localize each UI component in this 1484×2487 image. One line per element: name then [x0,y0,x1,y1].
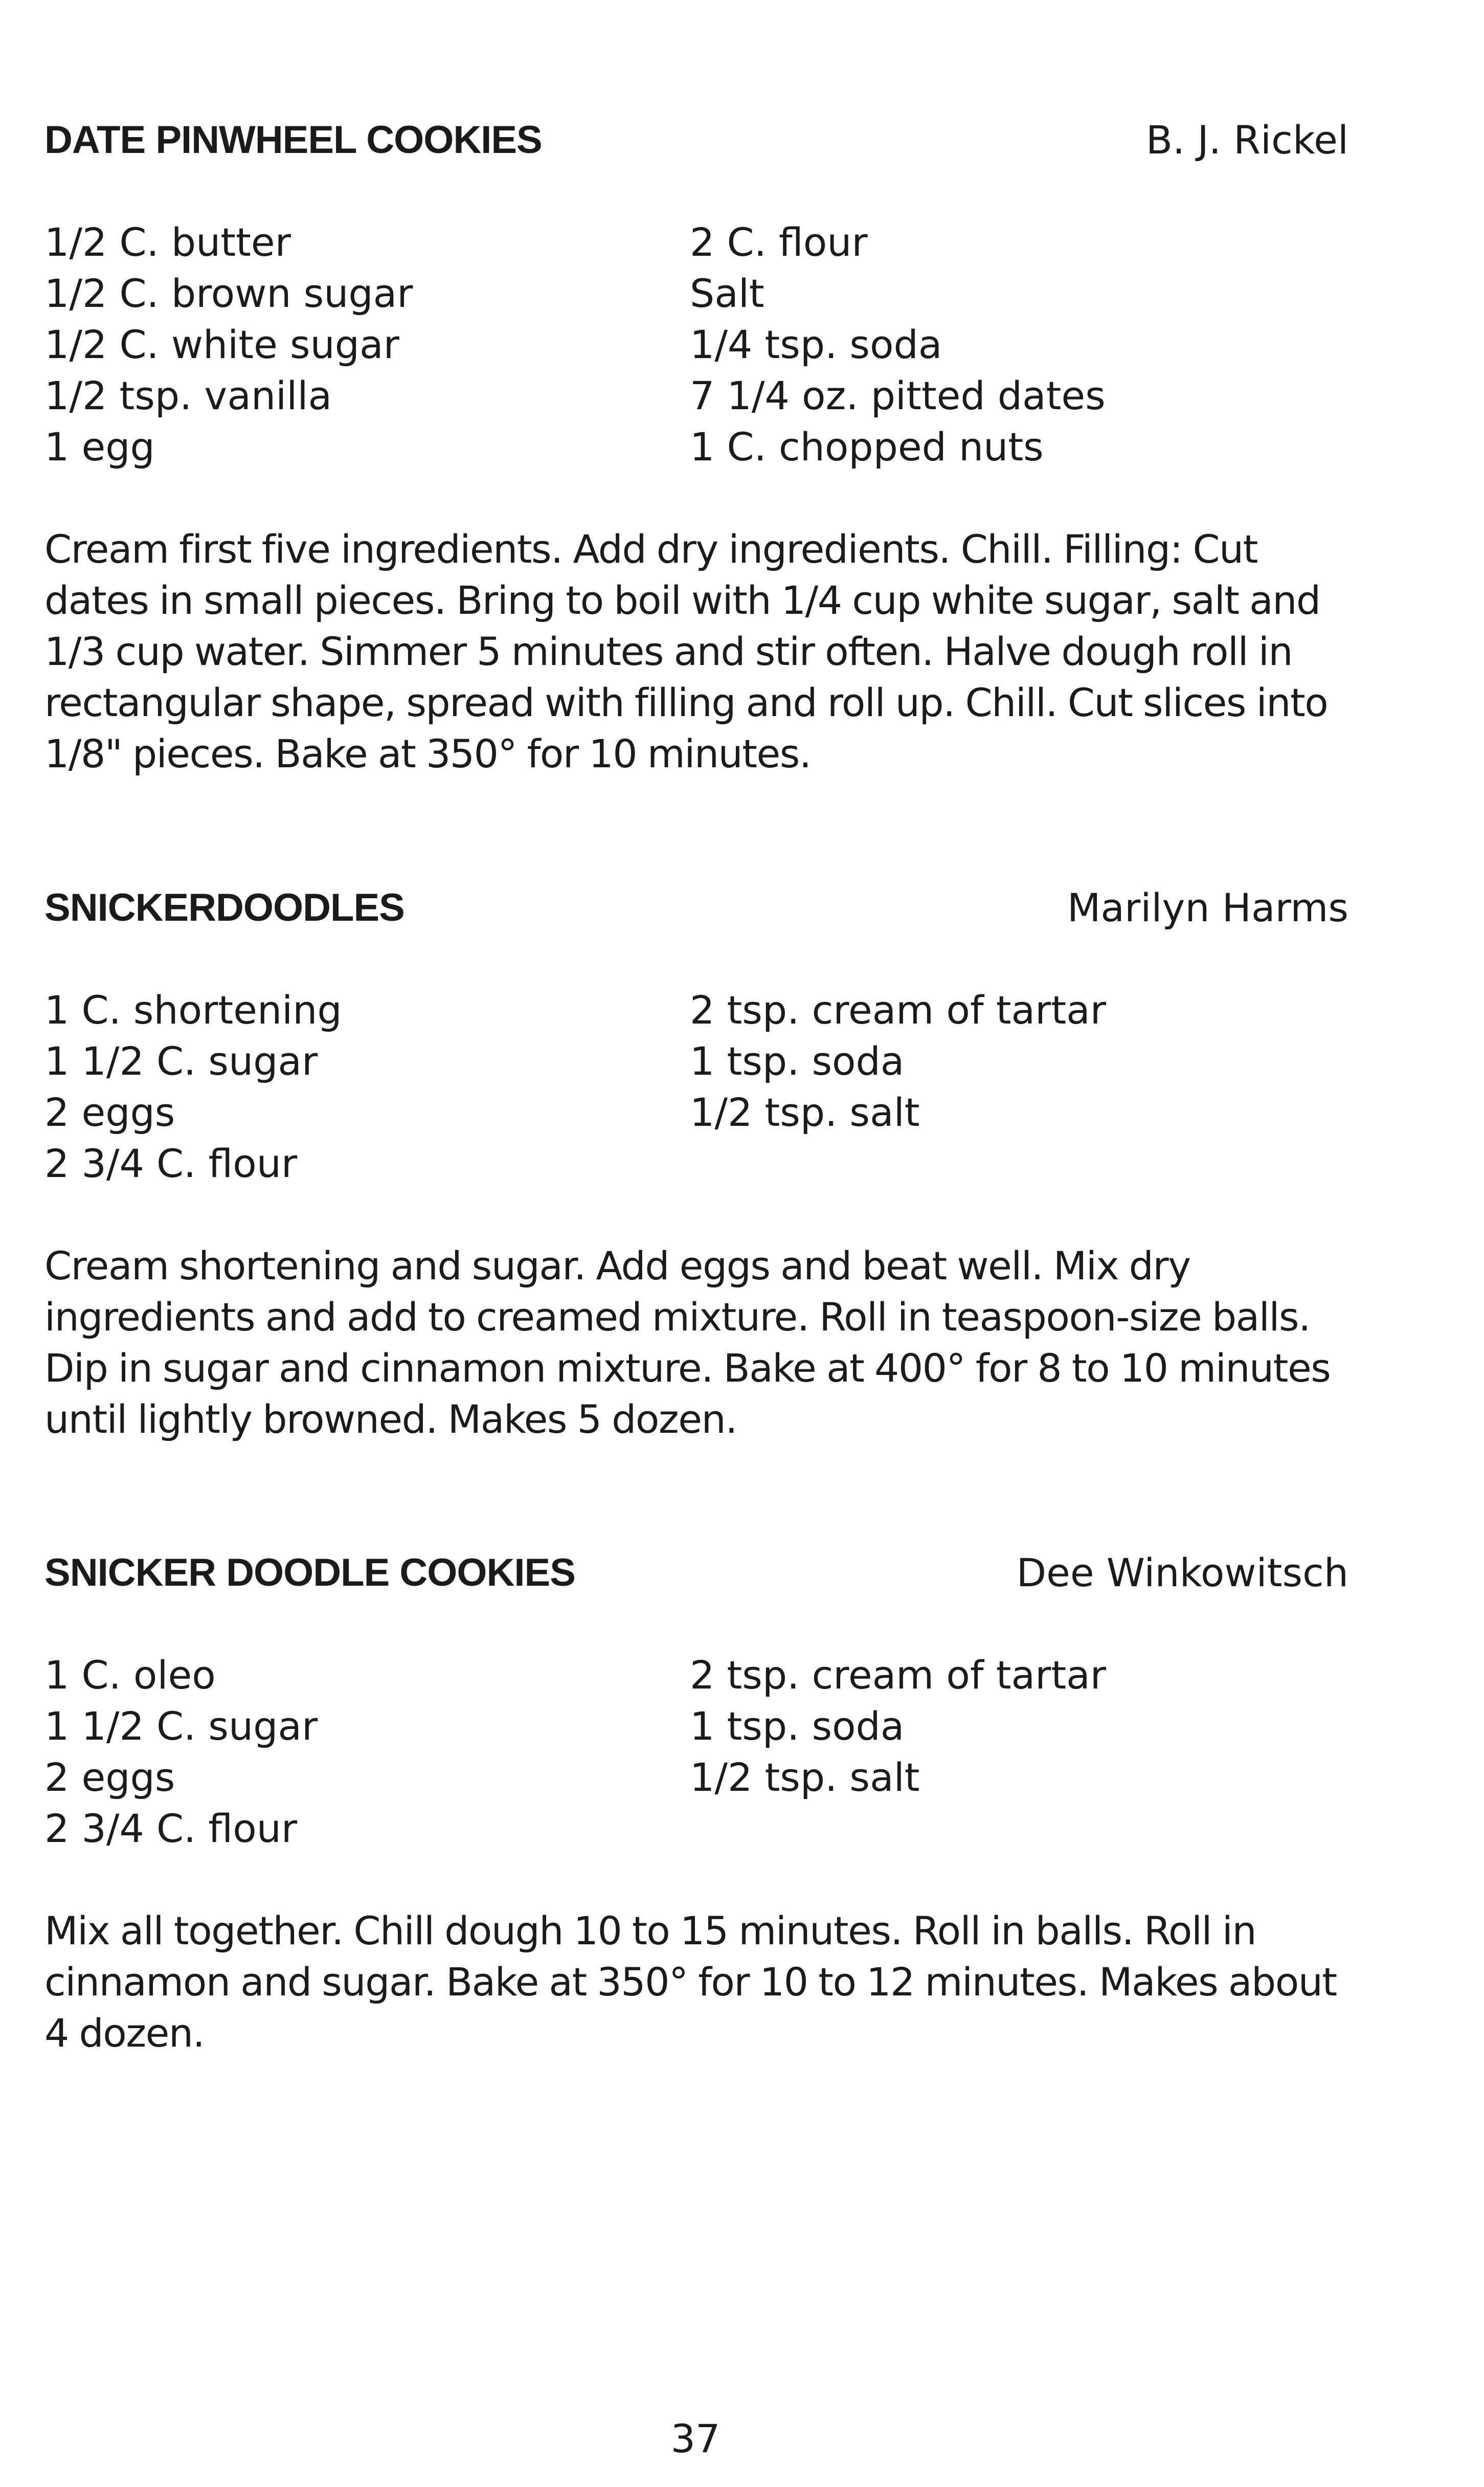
ingredient-item: 2 tsp. cream of tartar [690,1652,1106,1698]
ingredient-item: 1/2 tsp. salt [690,1755,920,1800]
ingredient-item: 2 eggs [44,1090,175,1135]
recipe-title: SNICKER DOODLE COOKIES [44,1551,575,1594]
recipe-title: DATE PINWHEEL COOKIES [44,118,542,162]
recipe-directions: Mix all together. Chill dough 10 to 15 minutes. Roll in balls. Roll in cinnamon and sugar. Bake at 350° for 10 to 12 minutes. Makes about 4 dozen. [44,1908,1337,2056]
ingredient-item: 7 1/4 oz. pitted dates [690,373,1106,418]
ingredient-column-left [44,985,342,1189]
ingredient-item: 2 3/4 C. flour [44,1141,298,1186]
recipe-header [44,882,1348,934]
ingredient-item: 2 C. flour [690,219,868,265]
ingredient-list [44,1650,1348,1854]
ingredient-item: 1/2 C. butter [44,219,291,265]
recipe-snicker-doodle-cookies [44,1547,1348,2056]
ingredient-item: 1/2 tsp. salt [690,1090,920,1135]
ingredient-item: 1/4 tsp. soda [690,322,942,367]
recipe-author: Dee Winkowitsch [1016,1550,1348,1595]
ingredient-item: 1 C. oleo [44,1652,216,1698]
recipe-directions: Cream first five ingredients. Add dry ingredients. Chill. Filling: Cut dates in small pieces. Bring to boil with 1/4 cup white sugar, salt and 1/3 cup water. Simmer 5 minutes and stir often. Halve dough roll in rectangular shape, spread with filling and roll up. Chill. Cut slices into 1/8" pieces. Bake at 350° for 10 minutes. [44,526,1328,776]
recipe-title: SNICKERDOODLES [44,886,404,929]
ingredient-item: 1 1/2 C. sugar [44,1038,318,1084]
ingredient-list [44,217,1348,473]
ingredient-list [44,985,1348,1189]
ingredient-item: 1 1/2 C. sugar [44,1703,318,1749]
ingredient-item: 1 egg [44,424,155,470]
ingredient-item: 1 C. shortening [44,987,342,1033]
recipe-author: B. J. Rickel [1145,117,1348,163]
ingredient-column-left [44,217,413,473]
ingredient-column-right [690,217,1106,473]
ingredient-item: 1 C. chopped nuts [690,424,1044,470]
recipe-date-pinwheel-cookies [44,115,1348,776]
ingredient-item: 1 tsp. soda [690,1038,905,1084]
recipe-directions: Cream shortening and sugar. Add eggs and beat well. Mix dry ingredients and add to creamed mixture. Roll in teaspoon-size balls. Dip in sugar and cinnamon mixture. Bake at 400° for 8 to 10 minutes until lightly browned. Makes 5 dozen. [44,1243,1331,1442]
page-number: 37 [670,2416,721,2461]
ingredient-column-right [690,985,1106,1138]
ingredient-item: 2 eggs [44,1755,175,1800]
ingredient-item: 1/2 C. brown sugar [44,271,413,316]
recipe-author: Marilyn Harms [1067,885,1348,930]
ingredient-item: 1 tsp. soda [690,1703,905,1749]
recipe-header [44,1547,1348,1598]
ingredient-item: Salt [690,271,765,316]
ingredient-item: 2 tsp. cream of tartar [690,987,1106,1033]
recipe-header [44,115,1348,166]
ingredient-column-left [44,1650,318,1854]
ingredient-item: 1/2 C. white sugar [44,322,399,367]
ingredient-column-right [690,1650,1106,1803]
ingredient-item: 1/2 tsp. vanilla [44,373,332,418]
ingredient-item: 2 3/4 C. flour [44,1806,298,1851]
recipe-snickerdoodles [44,882,1348,1442]
